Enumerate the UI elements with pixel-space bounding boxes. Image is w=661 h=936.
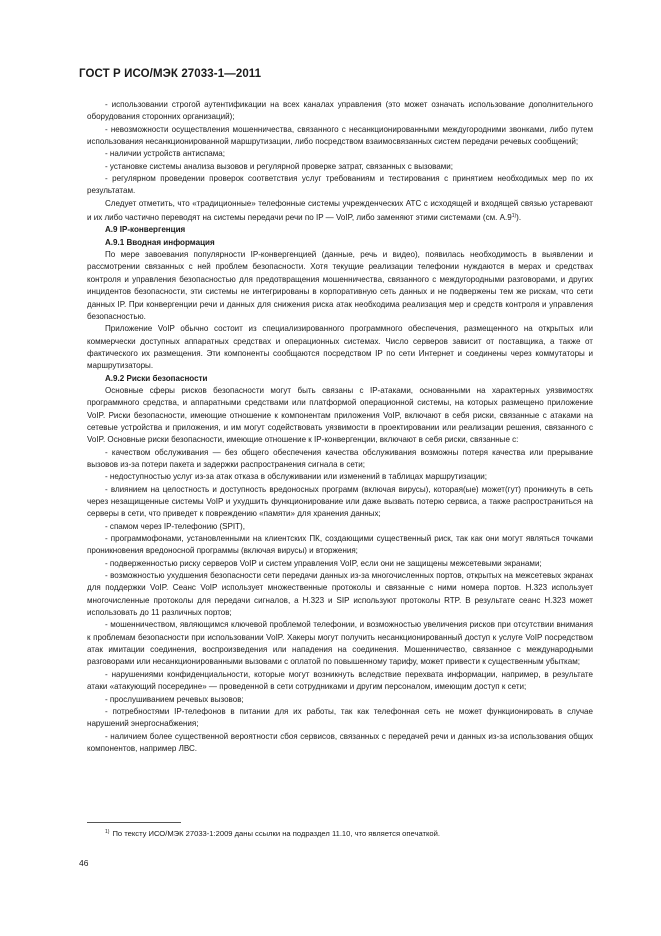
- list-item: - потребностями IP-телефонов в питании для их работы, так как телефонная сеть не может функционировать в случае нарушений энергоснабжения;: [87, 706, 593, 729]
- list-item: - нарушениями конфиденциальности, которые могут возникнуть вследствие перехвата информации, например, в результате атаки «атакующий посередине» — проведенной в сети сотрудниками и другим персоналом, имеющим доступ к сети;: [87, 669, 593, 692]
- paragraph: Основные сферы рисков безопасности могут быть связаны с IP-атаками, основанными на характерных уязвимостях программного средства, и аппаратными средствами или платформой операционной системы, на которых размещено приложение VoIP. Риски безопасности, имеющие отношение к компонентам приложения VoIP, включают в себя риски, связанные с атаками на сетевые устройства и приложения, и им могут содействовать уязвимости в проектировании или реализации решения, связанного с VoIP. Основные риски безопасности, имеющие отношение к IP-конвергенции, включают в себя риски, связанные с:: [87, 385, 593, 445]
- list-item: - прослушиванием речевых вызовов;: [105, 694, 244, 704]
- list-item: - недоступностью услуг из-за атак отказа в обслуживании или изменений в таблицах маршрутизации;: [105, 472, 487, 482]
- footnote-separator: [87, 822, 181, 823]
- section-heading-a92: А.9.2 Риски безопасности: [105, 373, 208, 383]
- paragraph: - регулярном проведении проверок соответствия услуг требованиям и тестирования с принятием необходимых мер по их результатам.: [87, 174, 593, 196]
- list-item: - возможностью ухудшения безопасности сети передачи данных из-за многочисленных портов, открытых на межсетевых экранах для поддержки VoIP. Сеанс VoIP использует множественные протоколы и связанные с ними номера портов. H.323 использует многочисленные протоколы для передачи сигналов, а H.323 и SIP используют протоколы RTP. В результате сеанс H.323 может использовать до 11 различных портов;: [87, 571, 593, 618]
- list-item: - качеством обслуживания — без общего обеспечения качества обслуживания возможны потеря качества или прерывание вызовов из-за потери пакета и задержки распространения сигнала в сети;: [87, 447, 593, 469]
- footnote-mark: 1): [105, 829, 110, 835]
- document-body: [87, 99, 593, 755]
- list-item: - влиянием на целостность и доступность вредоносных программ (включая вирусы), которая(ые) может(гут) проникнуть в сеть через незащищенные системы VoIP и ухудшить функционирование или даже вызвать потерю сервиса, а также распространиться на серверы в сети, что приведет к повреждению «памяти» для хранения данных;: [87, 484, 593, 519]
- section-heading-a91: А.9.1 Вводная информация: [105, 237, 215, 247]
- paragraph: - установке системы анализа вызовов и регулярной проверке затрат, связанных с вызовами;: [105, 161, 454, 171]
- list-item: - мошенничеством, являющимся ключевой проблемой телефонии, и возможностью увеличения рисков при отсутствии внимания к проблемам безопасности при использовании VoIP. Хакеры могут получить несанкционированный доступ к услуге VoIP посредством атак имитации соединения, воспроизведения или нападения на соединения. Мошенничество, связанное с международными разговорами или несанкционированными вызовами с оплатой по повышенному тарифу, может привести к существенным убыткам;: [87, 620, 593, 667]
- list-item: - программофонами, установленными на клиентских ПК, создающими существенный риск, так как они могут являться точками проникновения вредоносной программы (включая вирусы) и вторжения;: [87, 534, 593, 556]
- paragraph-text: Следует отметить, что «традиционные» телефонные системы учрежденческих АТС с исходящей и входящей связью устаревают и их либо частично переводят на системы передачи речи по IP — VoIP, либо заменяют этими системами (см. А.9: [87, 198, 593, 223]
- footnote: [105, 827, 593, 839]
- paragraph: - наличии устройств антиспама;: [105, 149, 225, 159]
- paragraph: - невозможности осуществления мошенничества, связанного с несанкционированными междугородними звонками, либо путем использования несанкционированной маршрутизации, либо посредством взаимосвязанных систем передачи речевых сообщений;: [87, 124, 593, 147]
- footnote-reference: 1): [511, 213, 517, 220]
- section-heading-a9: А.9 IP-конвергенция: [105, 225, 186, 235]
- paragraph: По мере завоевания популярности IP-конвергенцией (данные, речь и видео), появилась необходимость в выявлении и рассмотрении связанных с ней проблем безопасности. Хотя текущие реализации телефонии нуждаются в мерах и средствах контроля и управления безопасностью для предотвращения мошенничества, связанного с междугородными разговорами, и других инцидентов безопасности, эти системы не интегрированы в корпоративную сеть данных и не подвержены тем же рискам, что сети данных IP. При конвергенции речи и данных для снижения риска атак необходима реализация мер и средств контроля и управления безопасностью.: [87, 250, 593, 321]
- paragraph: - использовании строгой аутентификации на всех каналах управления (это может означать использование дополнительного оборудования сторонних организаций);: [87, 100, 593, 122]
- document-header: ГОСТ Р ИСО/МЭК 27033-1—2011: [79, 68, 262, 80]
- footnote-text: По тексту ИСО/МЭК 27033-1:2009 даны ссылки на подраздел 11.10, что является опечаткой.: [112, 829, 440, 838]
- list-item: - наличием более существенной вероятности сбоя сервисов, связанных с передачей речи и данных из-за использования общих компонентов, например ЛВС.: [87, 731, 593, 753]
- list-item: - спамом через IP-телефонию (SPIT),: [105, 521, 245, 531]
- page-number: 46: [79, 858, 89, 868]
- list-item: - подверженностью риску серверов VoIP и систем управления VoIP, если они не защищены межсетевыми экранами;: [105, 558, 542, 568]
- paragraph-text-end: ).: [516, 213, 522, 223]
- paragraph: Приложение VoIP обычно состоит из специализированного программного обеспечения, размещенного на открытых или коммерчески доступных аппаратных средствах и операционных системах. Число серверов зависит от поставщика, а также от фактического их размещения. Эти компоненты сообщаются посредством IP по сети Интернет и соединены через коммутаторы и маршрутизаторы.: [87, 324, 593, 371]
- paragraph: [87, 198, 593, 225]
